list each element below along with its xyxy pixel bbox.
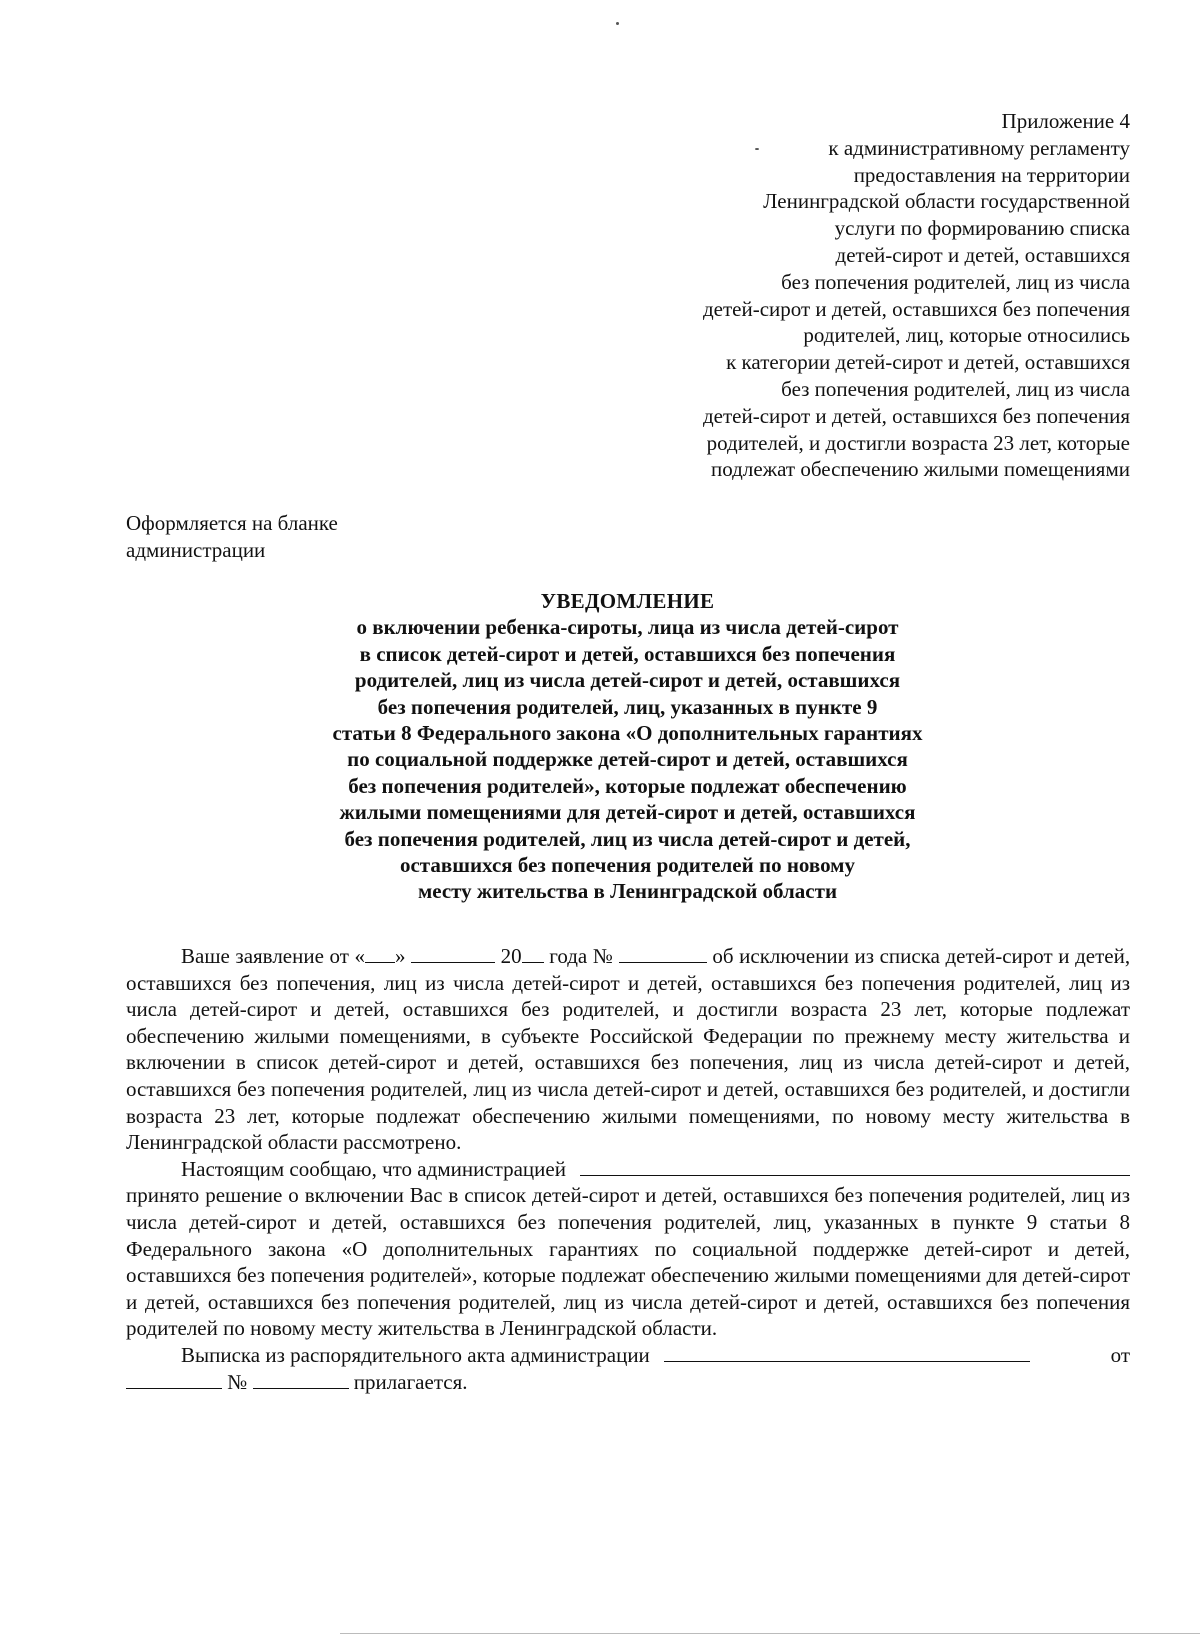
extract-number-blank[interactable] — [253, 1370, 349, 1389]
appendix-line: без попечения родителей, лиц из числа — [781, 376, 1130, 401]
paragraph-decision-start — [126, 1156, 1130, 1183]
appendix-line: детей-сирот и детей, оставшихся — [835, 242, 1130, 267]
year-number-label: года № — [549, 944, 614, 968]
scan-edge-line — [340, 1633, 1200, 1634]
notice-title-line: в список детей-сирот и детей, оставшихся без попечения — [359, 641, 896, 666]
notice-title-line: без попечения родителей, лиц, указанных в пункте 9 — [377, 694, 878, 719]
letterhead-note — [126, 510, 338, 564]
extract-intro: Выписка из распорядительного акта администрации — [181, 1342, 650, 1367]
decision-text: принято решение о включении Вас в список детей-сирот и детей, оставшихся без попечения родителей, лиц из числа детей-сирот и детей, оставшихся без попечения родителей, лиц, указанных в пункте 9 статьи 8 Федерального закона «О дополнительных гарантиях по социальной поддержке детей-сирот и детей, оставшихся без попечения родителей», которые подлежат обеспечению жилыми помещениями для детей-сирот и детей, оставшихся без попечения родителей, лиц из числа детей-сирот и детей, оставшихся без попечения родителей по новому месту жительства в Ленинградской области. — [126, 1183, 1130, 1341]
notice-title-line: оставшихся без попечения родителей по новому — [399, 853, 855, 878]
decision-intro: Настоящим сообщаю, что администрацией — [181, 1156, 566, 1181]
application-number-blank[interactable] — [619, 944, 707, 963]
appendix-header — [570, 108, 1130, 483]
administration-name-blank[interactable] — [580, 1157, 1130, 1176]
notice-body — [126, 943, 1130, 1395]
notice-title-line: жилыми помещениями для детей-сирот и детей, оставшихся — [339, 800, 916, 825]
appendix-line: к административному регламенту — [828, 135, 1130, 160]
month-blank[interactable] — [411, 944, 495, 963]
extract-date-blank[interactable] — [126, 1370, 222, 1389]
appendix-line: Приложение 4 — [1001, 109, 1130, 133]
appendix-line: Ленинградской области государственной — [763, 189, 1130, 214]
notice-title-line: по социальной поддержке детей-сирот и детей, оставшихся — [347, 747, 908, 772]
extract-number-label: № — [227, 1369, 248, 1394]
appendix-line: подлежат обеспечению жилыми помещениями — [711, 457, 1130, 482]
notice-title-line: месту жительства в Ленинградской области — [417, 879, 838, 904]
paragraph-extract — [126, 1369, 1130, 1396]
year-prefix: 20 — [500, 944, 522, 968]
notice-title-line: без попечения родителей», которые подлежат обеспечению — [348, 773, 907, 798]
appendix-line: предоставления на территории — [853, 162, 1130, 187]
notice-title-line: о включении ребенка-сироты, лица из числа детей-сирот — [356, 615, 899, 640]
appendix-line: детей-сирот и детей, оставшихся без попечения — [702, 296, 1130, 321]
year-blank[interactable] — [522, 944, 544, 963]
scan-speck — [616, 22, 619, 25]
day-blank[interactable] — [365, 944, 395, 963]
notice-heading: УВЕДОМЛЕНИЕ — [540, 589, 715, 613]
appendix-line: к категории детей-сирот и детей, оставшихся — [726, 350, 1130, 375]
notice-title-line: без попечения родителей, лиц из числа детей-сирот и детей, — [344, 826, 911, 851]
notice-title — [200, 588, 1055, 905]
extract-from-label: от — [1110, 1342, 1130, 1367]
appendix-line: без попечения родителей, лиц из числа — [781, 269, 1130, 294]
notice-title-line: родителей, лиц из числа детей-сирот и детей, оставшихся — [354, 668, 901, 693]
extract-administration-blank[interactable] — [664, 1343, 1030, 1362]
appendix-line: услуги по формированию списка — [834, 216, 1130, 241]
letterhead-note-line: Оформляется на бланке — [126, 511, 338, 535]
notice-title-line: статьи 8 Федерального закона «О дополнительных гарантиях — [332, 721, 923, 746]
paragraph-application — [126, 943, 1130, 1156]
letterhead-note-line: администрации — [126, 538, 266, 562]
application-date-label: Ваше заявление от « — [181, 944, 365, 968]
paragraph-extract-start — [126, 1342, 1130, 1369]
appendix-line: детей-сирот и детей, оставшихся без попечения — [702, 403, 1130, 428]
appendix-line: родителей, и достигли возраста 23 лет, которые — [706, 430, 1130, 455]
extract-attached-label: прилагается. — [353, 1369, 468, 1394]
paragraph-decision — [126, 1182, 1130, 1342]
appendix-line: родителей, лиц, которые относились — [803, 323, 1130, 348]
quote-close: » — [394, 944, 406, 968]
application-text: об исключении из списка детей-сирот и детей, оставшихся без попечения, лиц из числа детей-сирот и детей, оставшихся без попечения родителей, лиц из числа детей-сирот и детей, оставшихся без родителей, и достигли возраста 23 лет, которые подлежат обеспечению жилыми помещениями, в субъекте Российской Федерации по прежнему месту жительства и включении в список детей-сирот и детей, оставшихся без попечения, лиц из числа детей-сирот и детей, оставшихся без попечения родителей, лиц из числа детей-сирот и детей, оставшихся без родителей, и достигли возраста 23 лет, которые подлежат обеспечению жилыми помещениями, по новому месту жительства в Ленинградской области рассмотрено. — [126, 944, 1131, 1155]
